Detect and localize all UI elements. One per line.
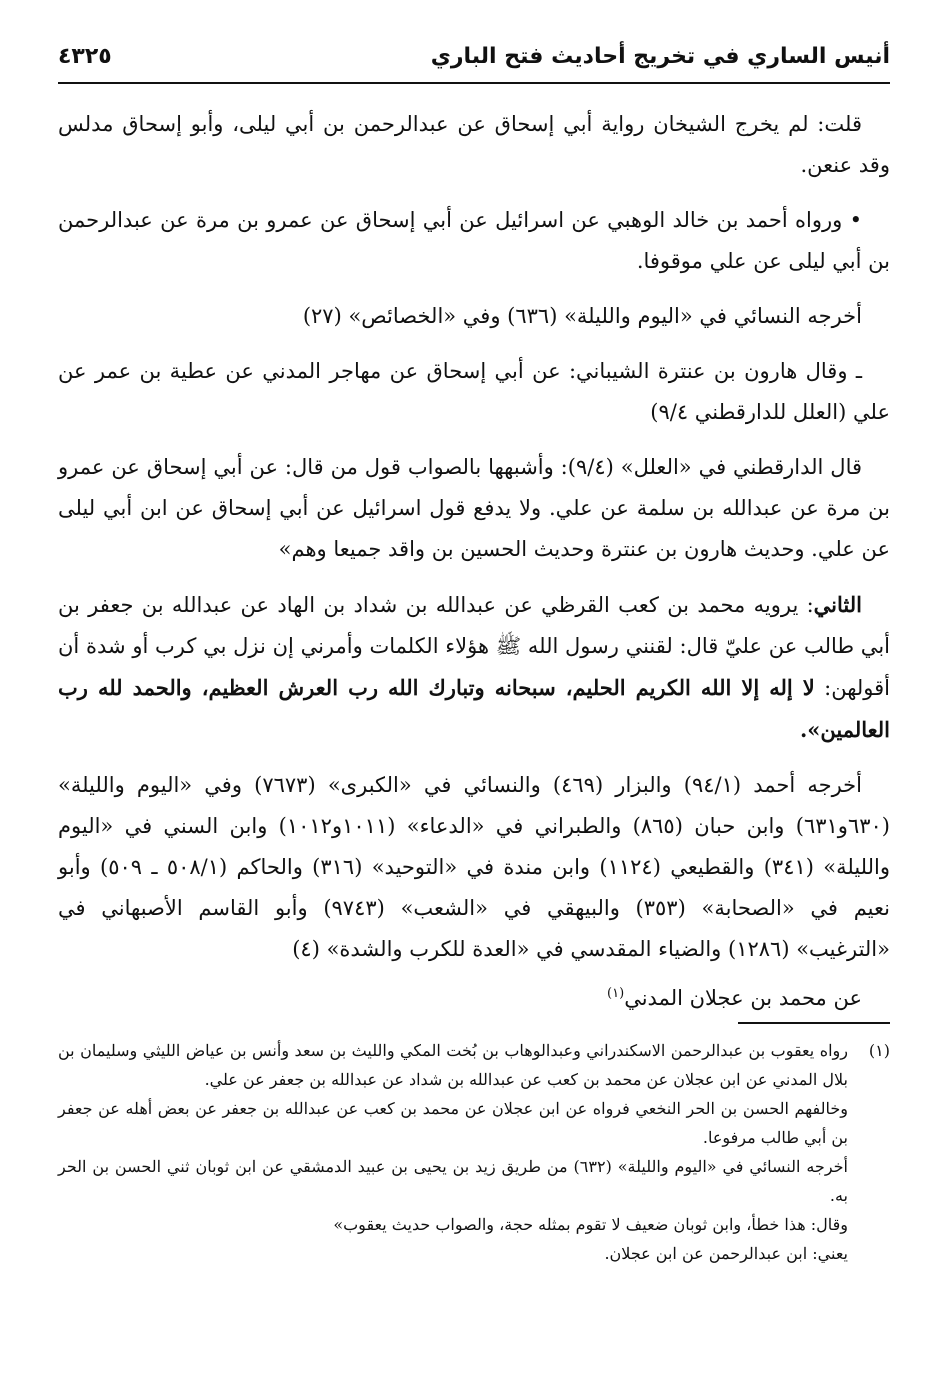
paragraph-3: أخرجه النسائي في «اليوم والليلة» (٦٣٦) وفي «الخصائص» (٢٧) <box>302 304 862 328</box>
footnote-body <box>58 1036 848 1268</box>
book-title: أنيس الساري في تخريج أحاديث فتح الباري <box>430 44 890 69</box>
footnote-line: أخرجه النسائي في «اليوم والليلة» (٦٣٢) من طريق زيد بن يحيى بن عبيد الدمشقي عن ابن ثوبان ثني الحسن بن الحر به. <box>58 1157 848 1205</box>
footnote-line: وقال: هذا خطأ، وابن ثوبان ضعيف لا تقوم بمثله حجة، والصواب حديث يعقوب» <box>333 1215 848 1234</box>
footnote-line: رواه يعقوب بن عبدالرحمن الاسكندراني وعبدالوهاب بن بُخت المكي والليث بن سعد وأنس بن عياض الليثي وسليمان بن بلال المدني عن ابن عجلان عن محمد بن كعب عن عبدالله بن شداد عن عبدالله بن جعفر عن علي. <box>58 1041 848 1089</box>
main-text <box>58 104 890 1033</box>
footnote-reference[interactable]: (١) <box>607 986 625 1001</box>
paragraph-6 <box>58 584 890 751</box>
paragraph-8 <box>58 978 890 1019</box>
running-header <box>58 44 890 84</box>
footnote-number: (١) <box>868 1041 890 1060</box>
footnote-line: وخالفهم الحسن بن الحر النخعي فرواه عن ابن عجلان عن محمد بن كعب عن عبدالله بن جعفر عن بعض أهله عن جعفر بن أبي طالب مرفوعا. <box>58 1099 848 1147</box>
footnote-separator <box>738 1022 890 1024</box>
paragraph-6-lead: الثاني <box>813 592 862 617</box>
paragraph-6-supplication: لا إله إلا الله الكريم الحليم، سبحانه وتبارك الله رب العرش العظيم، والحمد لله رب العالمين». <box>58 675 890 742</box>
paragraph-7: أخرجه أحمد (٩٤/١) والبزار (٤٦٩) والنسائي في «الكبرى» (٧٦٧٣) وفي «اليوم والليلة» (٦٣٠و٦٣١) وابن حبان (٨٦٥) والطبراني في «الدعاء» (١٠١١و١٠١٢) وابن السني في «اليوم والليلة» (٣٤١) والقطيعي (١١٢٤) وابن مندة في «التوحيد» (٣١٦) والحاكم (٥٠٨/١ ـ ٥٠٩) وأبو نعيم في «الصحابة» (٣٥٣) والبيهقي في «الشعب» (٩٧٤٣) وأبو القاسم الأصبهاني في «الترغيب» (١٢٨٦) والضياء المقدسي في «العدة للكرب والشدة» (٤) <box>58 773 890 961</box>
paragraph-8-text: عن محمد بن عجلان المدني <box>624 986 862 1010</box>
paragraph-6-text: : يرويه محمد بن كعب القرظي عن عبدالله بن شداد بن الهاد عن عبدالله بن جعفر بن أبي طالب عن عليّ قال: لقنني رسول الله ﷺ هؤلاء الكلمات وأمرني إن نزل بي كرب أو شدة أن أقولهن: <box>58 593 890 700</box>
paragraph-2: • ورواه أحمد بن خالد الوهبي عن اسرائيل عن أبي إسحاق عن عمرو بن مرة عن عبدالرحمن بن أبي ليلى عن علي موقوفا. <box>58 208 890 273</box>
paragraph-5: قال الدارقطني في «العلل» (٩/٤): وأشبهها بالصواب قول من قال: عن أبي إسحاق عن عمرو بن مرة عن عبدالله بن سلمة عن علي. ولا يدفع قول اسرائيل عن أبي إسحاق عن ابن أبي ليلى عن علي. وحديث هارون بن عنترة وحديث الحسين بن واقد جميعا وهم» <box>58 455 890 561</box>
footnotes <box>58 1036 890 1268</box>
footnote-line: يعني: ابن عبدالرحمن عن ابن عجلان. <box>604 1244 848 1263</box>
paragraph-4: ـ وقال هارون بن عنترة الشيباني: عن أبي إسحاق عن مهاجر المدني عن عطية بن عمر عن علي (العلل للدارقطني ٩/٤) <box>58 359 890 424</box>
page-number: ٤٣٢٥ <box>58 44 112 69</box>
footnote-1 <box>58 1036 890 1268</box>
paragraph-1: قلت: لم يخرج الشيخان رواية أبي إسحاق عن عبدالرحمن بن أبي ليلى، وأبو إسحاق مدلس وقد عنعن. <box>58 112 890 177</box>
